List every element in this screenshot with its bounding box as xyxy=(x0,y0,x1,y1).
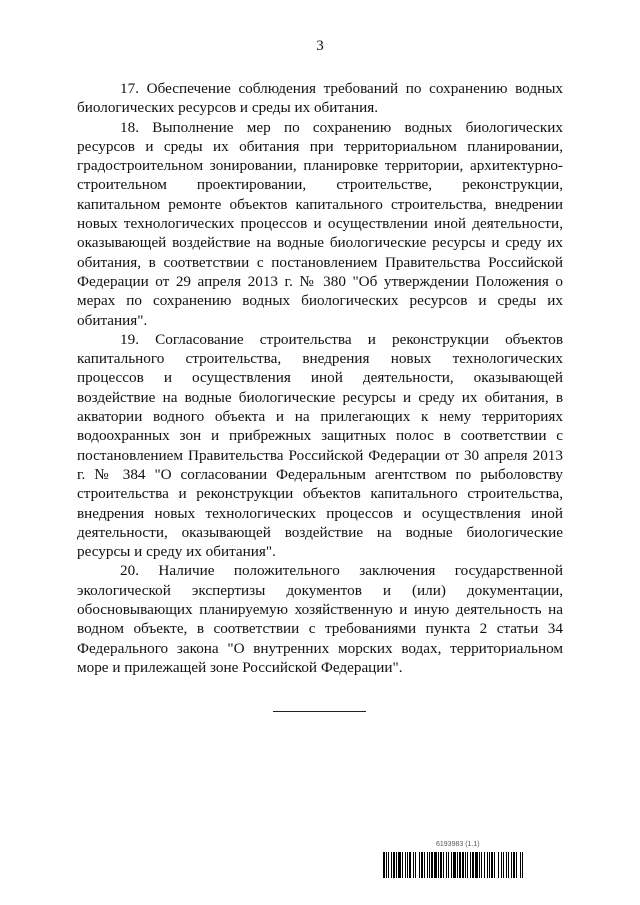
paragraph-17: 17. Обеспечение соблюдения требований по сохранению водных биологических ресурсов и среды их обитания. xyxy=(77,80,563,117)
document-body xyxy=(77,79,563,677)
paragraph-18: 18. Выполнение мер по сохранению водных биологических ресурсов и среды их обитания при территориальном планировании, градостроительном зонировании, планировке территории, архитектурно-строительном проектировании, строительстве, реконструкции, капитальном ремонте объектов капитального строительства, внедрении новых технологических процессов и осуществлении иной деятельности, оказывающей воздействие на водные биологические ресурсы и среду их обитания, в соответствии с постановлением Правительства Российской Федерации от 29 апреля 2013 г. № 380 "Об утверждении Положения о мерах по сохранению водных биологических ресурсов и среды их обитания". xyxy=(77,118,563,329)
barcode-icon xyxy=(383,852,597,878)
barcode-number: 6193983 (1.1) xyxy=(436,841,480,848)
paragraph-19: 19. Согласование строительства и реконструкции объектов капитального строительства, внедрения новых технологических процессов и осуществления иной деятельности, оказывающей воздействие на водные биологические ресурсы и среду их обитания, в акватории водного объекта и на прилегающих к нему территориях водоохранных зон и прибрежных защитных полос в соответствии с постановлением Правительства Российской Федерации от 30 апреля 2013 г. № 384 "О согласовании Федеральным агентством по рыболовству строительства и реконструкции объектов капитального строительства, внедрения новых технологических процессов и осуществления иной деятельности, оказывающей воздействие на водные биологические ресурсы и среду их обитания". xyxy=(77,330,563,561)
page-number: 3 xyxy=(316,38,324,54)
paragraph-20: 20. Наличие положительного заключения государственной экологической экспертизы документов и (или) документации, обосновывающих планируемую хозяйственную и иную деятельность на водном объекте, в соответствии с требованиями пункта 2 статьи 34 Федерального закона "О внутренних морских водах, территориальном море и прилежащей зоне Российской Федерации". xyxy=(77,562,563,676)
end-separator-line xyxy=(273,711,366,712)
